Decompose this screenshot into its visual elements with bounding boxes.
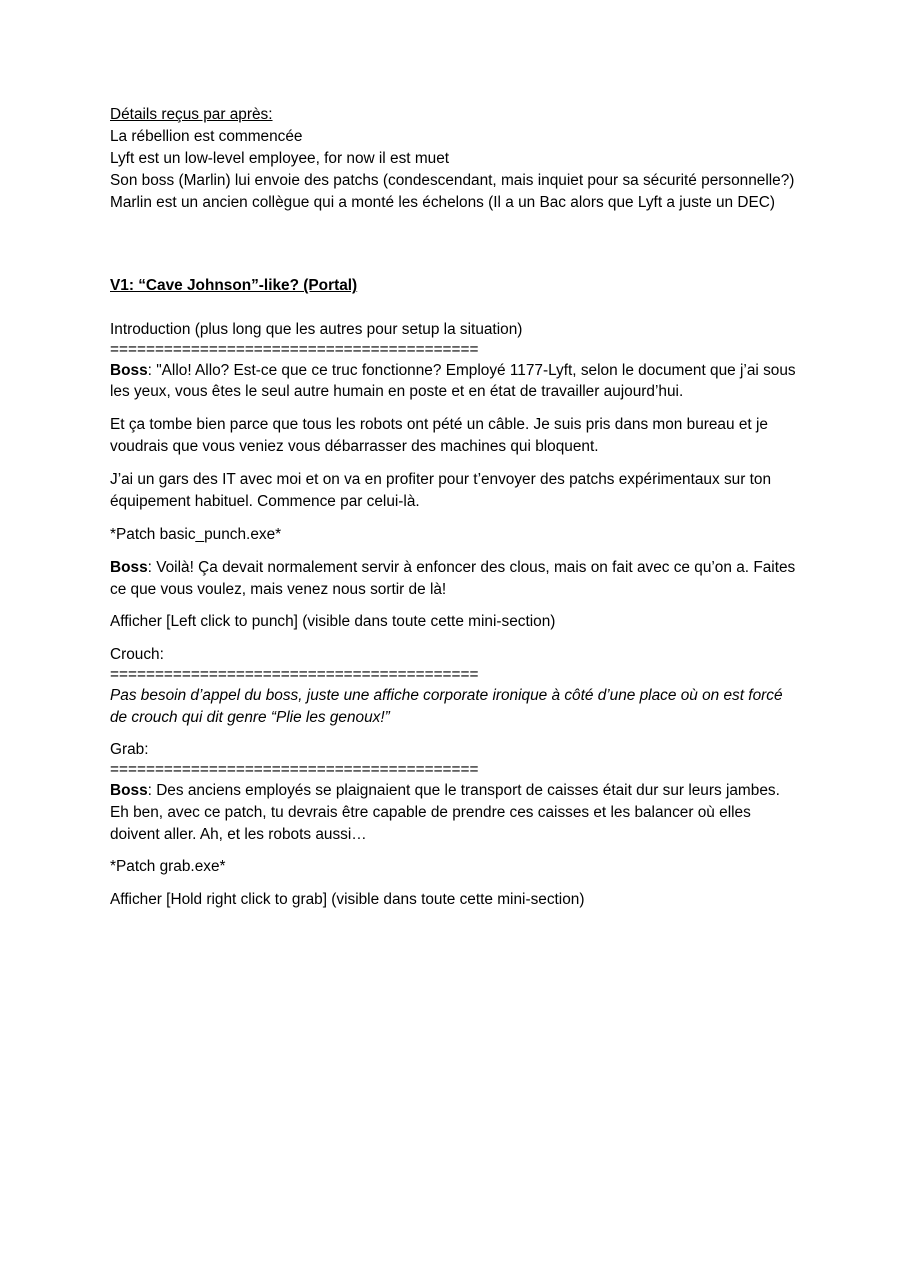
spacer [110,213,800,275]
spacer [110,297,800,319]
grab-speech-block [110,780,800,846]
spacer [110,546,800,557]
intro-speech-1: : "Allo! Allo? Est-ce que ce truc fonctionne? Employé 1177-Lyft, selon le document que j’ai sous les yeux, vous êtes le seul autre humain en poste et en état de travailler aujourd’hui. [110,361,800,401]
intro-speech-block [110,360,800,404]
spacer [110,458,800,469]
spacer [110,728,800,739]
display-right-click: Afficher [Hold right click to grab] (visible dans toute cette mini-section) [110,891,585,909]
spacer [110,403,800,414]
intro-speech-2: Et ça tombe bien parce que tous les robots ont pété un câble. Je suis pris dans mon bureau et je voudrais que vous veniez vous débarrasser des machines qui bloquent. [110,416,773,456]
divider-crouch: ========================================= [110,666,479,684]
boss-speech-2: : Voilà! Ça devait normalement servir à enfoncer des clous, mais on fait avec ce qu’on a. Faites ce que vous voulez, mais venez nous sortir de là! [110,558,800,598]
spacer [110,600,800,611]
intro-speech-3: J’ai un gars des IT avec moi et on va en profiter pour t’envoyer des patchs expérimentaux sur ton équipement habituel. Commence par celui-là. [110,471,776,510]
spacer [110,878,800,889]
speaker-label-boss-intro: Boss [110,361,148,379]
spacer [110,513,800,524]
intro-label: Introduction (plus long que les autres pour setup la situation) [110,321,523,339]
section-heading: V1: “Cave Johnson”-like? (Portal) [110,277,358,295]
details-line-2: Lyft est un low-level employee, for now il est muet [110,149,450,167]
speaker-label-boss-2: Boss [110,558,148,576]
spacer [110,633,800,644]
details-heading: Détails reçus par après: [110,106,273,123]
divider-grab: ========================================= [110,761,479,779]
speaker-label-boss-grab: Boss [110,781,148,799]
display-left-click: Afficher [Left click to punch] (visible dans toute cette mini-section) [110,613,556,631]
patch-basic-punch: *Patch basic_punch.exe* [110,525,282,543]
spacer [110,845,800,856]
boss-speech-block-2 [110,557,800,601]
crouch-note: Pas besoin d’appel du boss, juste une affiche corporate ironique à côté d’une place où on est forcé de crouch qui dit genre “Plie les genoux!” [110,686,787,726]
details-line-3: Son boss (Marlin) lui envoie des patchs (condescendant, mais inquiet pour sa sécurité personnelle?) [110,171,795,189]
patch-grab: *Patch grab.exe* [110,858,226,876]
details-line-4: Marlin est un ancien collègue qui a monté les échelons (Il a un Bac alors que Lyft a juste un DEC) [110,193,776,211]
grab-label: Grab: [110,741,149,759]
grab-speech: : Des anciens employés se plaignaient que le transport de caisses était dur sur leurs jambes. Eh ben, avec ce patch, tu devrais être capable de prendre ces caisses et les balancer où elles doivent aller. Ah, et les robots aussi… [110,781,785,843]
document-body [110,104,800,911]
details-line-1: La rébellion est commencée [110,127,303,145]
crouch-label: Crouch: [110,646,164,664]
divider-intro: ========================================= [110,341,479,359]
